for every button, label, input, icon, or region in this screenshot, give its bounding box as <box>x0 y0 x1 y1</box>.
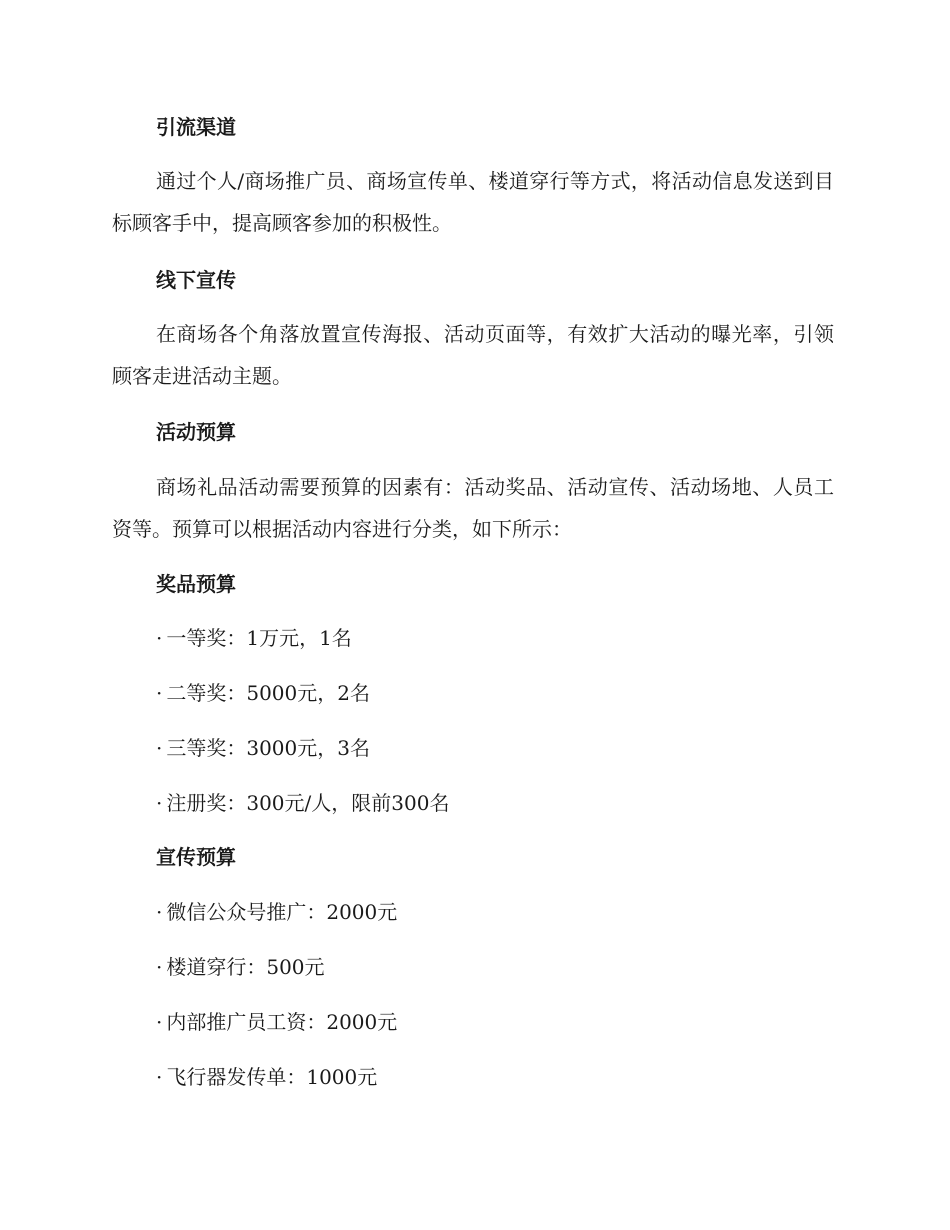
bullet-marker: · <box>156 1065 163 1089</box>
paragraph-offline: 在商场各个角落放置宣传海报、活动页面等，有效扩大活动的曝光率，引领顾客走进活动主题。 <box>112 322 834 388</box>
list-item <box>156 1063 377 1091</box>
heading-prize-budget: 奖品预算 <box>156 572 236 596</box>
bullet-marker: · <box>156 791 163 815</box>
list-item <box>156 953 325 981</box>
paragraph-budget: 商场礼品活动需要预算的因素有：活动奖品、活动宣传、活动场地、人员工资等。预算可以根据活动内容进行分类，如下所示： <box>112 475 834 541</box>
paragraph-channel: 通过个人/商场推广员、商场宣传单、楼道穿行等方式，将活动信息发送到目标顾客手中，提高顾客参加的积极性。 <box>112 169 834 235</box>
list-item <box>156 624 352 652</box>
list-item-text: 楼道穿行：500元 <box>166 955 325 979</box>
list-item <box>156 734 370 762</box>
list-item <box>156 679 370 707</box>
list-item-text: 内部推广员工资：2000元 <box>166 1010 398 1034</box>
heading-promo-budget: 宣传预算 <box>156 845 236 869</box>
list-item <box>156 898 397 926</box>
heading-channel: 引流渠道 <box>156 115 236 139</box>
bullet-marker: · <box>156 1010 163 1034</box>
list-item-text: 微信公众号推广：2000元 <box>166 900 398 924</box>
bullet-marker: · <box>156 681 163 705</box>
list-item-text: 三等奖：3000元，3名 <box>166 736 370 760</box>
list-item <box>156 1008 397 1036</box>
list-item-text: 注册奖：300元/人，限前300名 <box>166 791 450 815</box>
bullet-marker: · <box>156 626 163 650</box>
list-item-text: 二等奖：5000元，2名 <box>166 681 370 705</box>
bullet-marker: · <box>156 736 163 760</box>
bullet-marker: · <box>156 955 163 979</box>
bullet-marker: · <box>156 900 163 924</box>
list-item-text: 一等奖：1万元，1名 <box>166 626 352 650</box>
list-item-text: 飞行器发传单：1000元 <box>166 1065 378 1089</box>
heading-budget: 活动预算 <box>156 420 236 444</box>
list-item <box>156 789 449 817</box>
heading-offline: 线下宣传 <box>156 268 236 292</box>
